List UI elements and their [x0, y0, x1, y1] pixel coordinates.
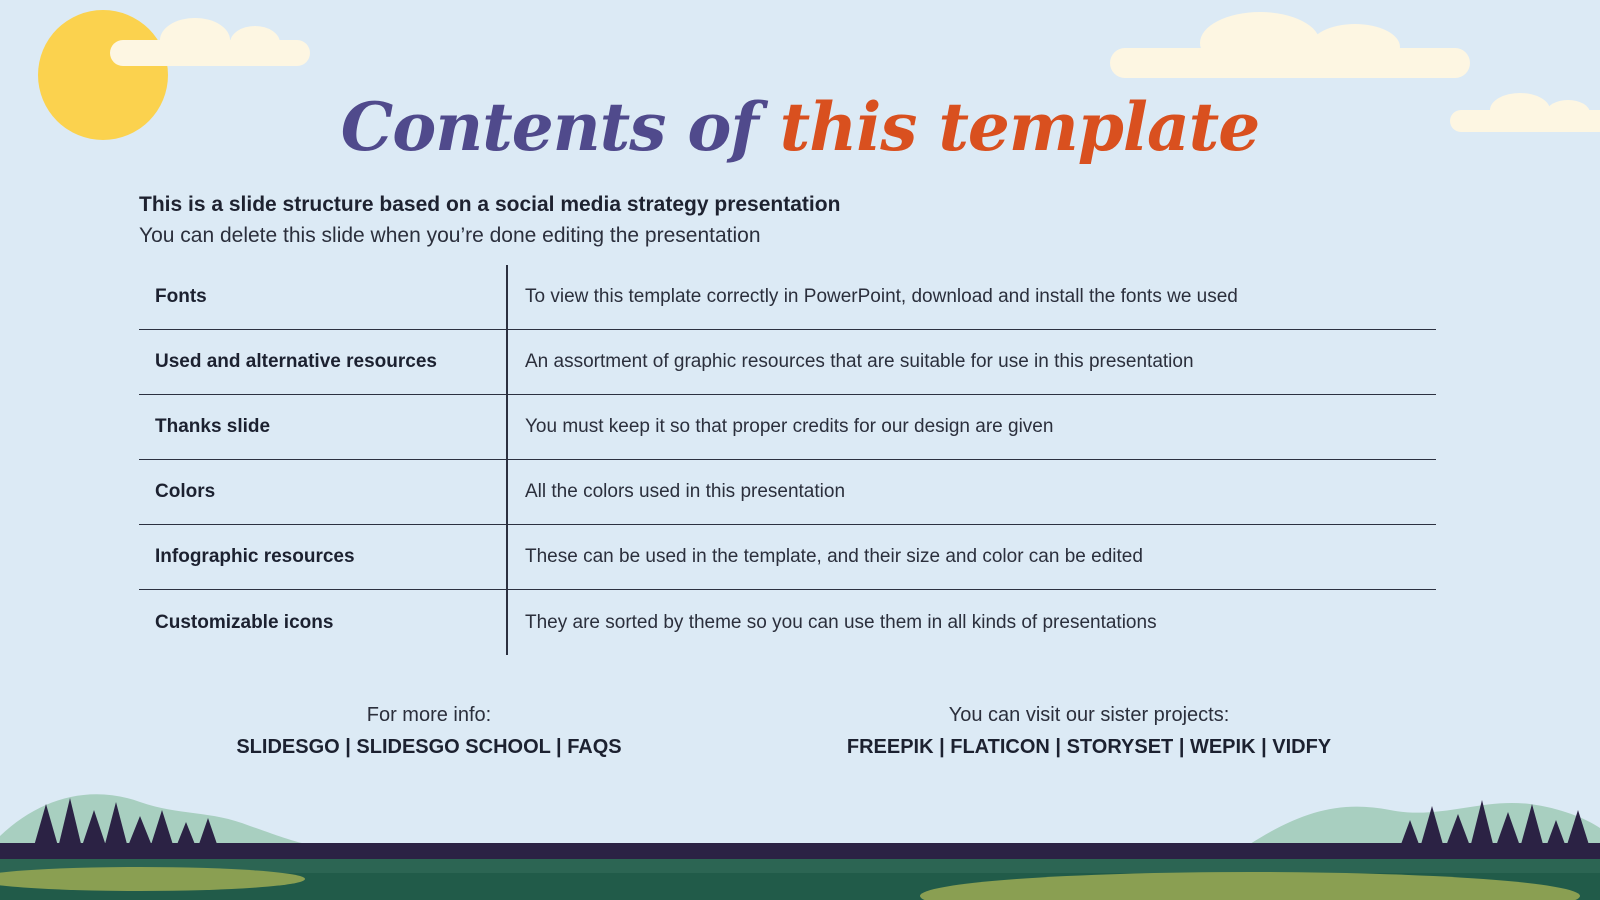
- subtitle-block: [139, 190, 1459, 251]
- table-description: You must keep it so that proper credits for our design are given: [525, 416, 1054, 437]
- table-row: [139, 525, 1436, 590]
- table-term: Fonts: [155, 286, 207, 307]
- table-term: Infographic resources: [155, 546, 355, 567]
- table-term: Colors: [155, 481, 216, 502]
- table-term: Used and alternative resources: [155, 351, 437, 372]
- page-title-part-two: this template: [779, 88, 1260, 166]
- table-description: All the colors used in this presentation: [525, 481, 846, 502]
- table-row: [139, 460, 1436, 525]
- table-description: They are sorted by theme so you can use them in all kinds of presentations: [525, 611, 1157, 633]
- table-description: An assortment of graphic resources that are suitable for use in this presentation: [525, 351, 1194, 372]
- subtitle-light: You can delete this slide when you’re done editing the presentation: [139, 224, 761, 247]
- footer-left-links[interactable]: SLIDESGO | SLIDESGO SCHOOL | FAQS: [236, 736, 622, 758]
- footer-left-heading: For more info:: [366, 704, 492, 726]
- table-row: [139, 265, 1436, 330]
- cloud-icon-right: [1110, 48, 1470, 78]
- cloud-icon-left: [110, 40, 310, 66]
- table-term: Thanks slide: [155, 416, 271, 437]
- footer-right-heading: You can visit our sister projects:: [948, 704, 1230, 726]
- landscape-illustration: [0, 740, 1600, 900]
- table-row: [139, 590, 1436, 655]
- table-row: [139, 330, 1436, 395]
- footer-right-links[interactable]: FREEPIK | FLATICON | STORYSET | WEPIK | VIDFY: [846, 736, 1332, 758]
- page-title: [0, 88, 1600, 166]
- table-row: [139, 395, 1436, 460]
- contents-table: [139, 265, 1436, 655]
- table-description: These can be used in the template, and their size and color can be edited: [525, 546, 1143, 567]
- page-title-part-one: Contents of: [340, 88, 780, 166]
- table-term: Customizable icons: [155, 611, 334, 633]
- table-description: To view this template correctly in PowerPoint, download and install the fonts we used: [525, 286, 1238, 307]
- subtitle-bold: This is a slide structure based on a social media strategy presentation: [139, 193, 841, 216]
- table-vertical-divider: [506, 265, 508, 655]
